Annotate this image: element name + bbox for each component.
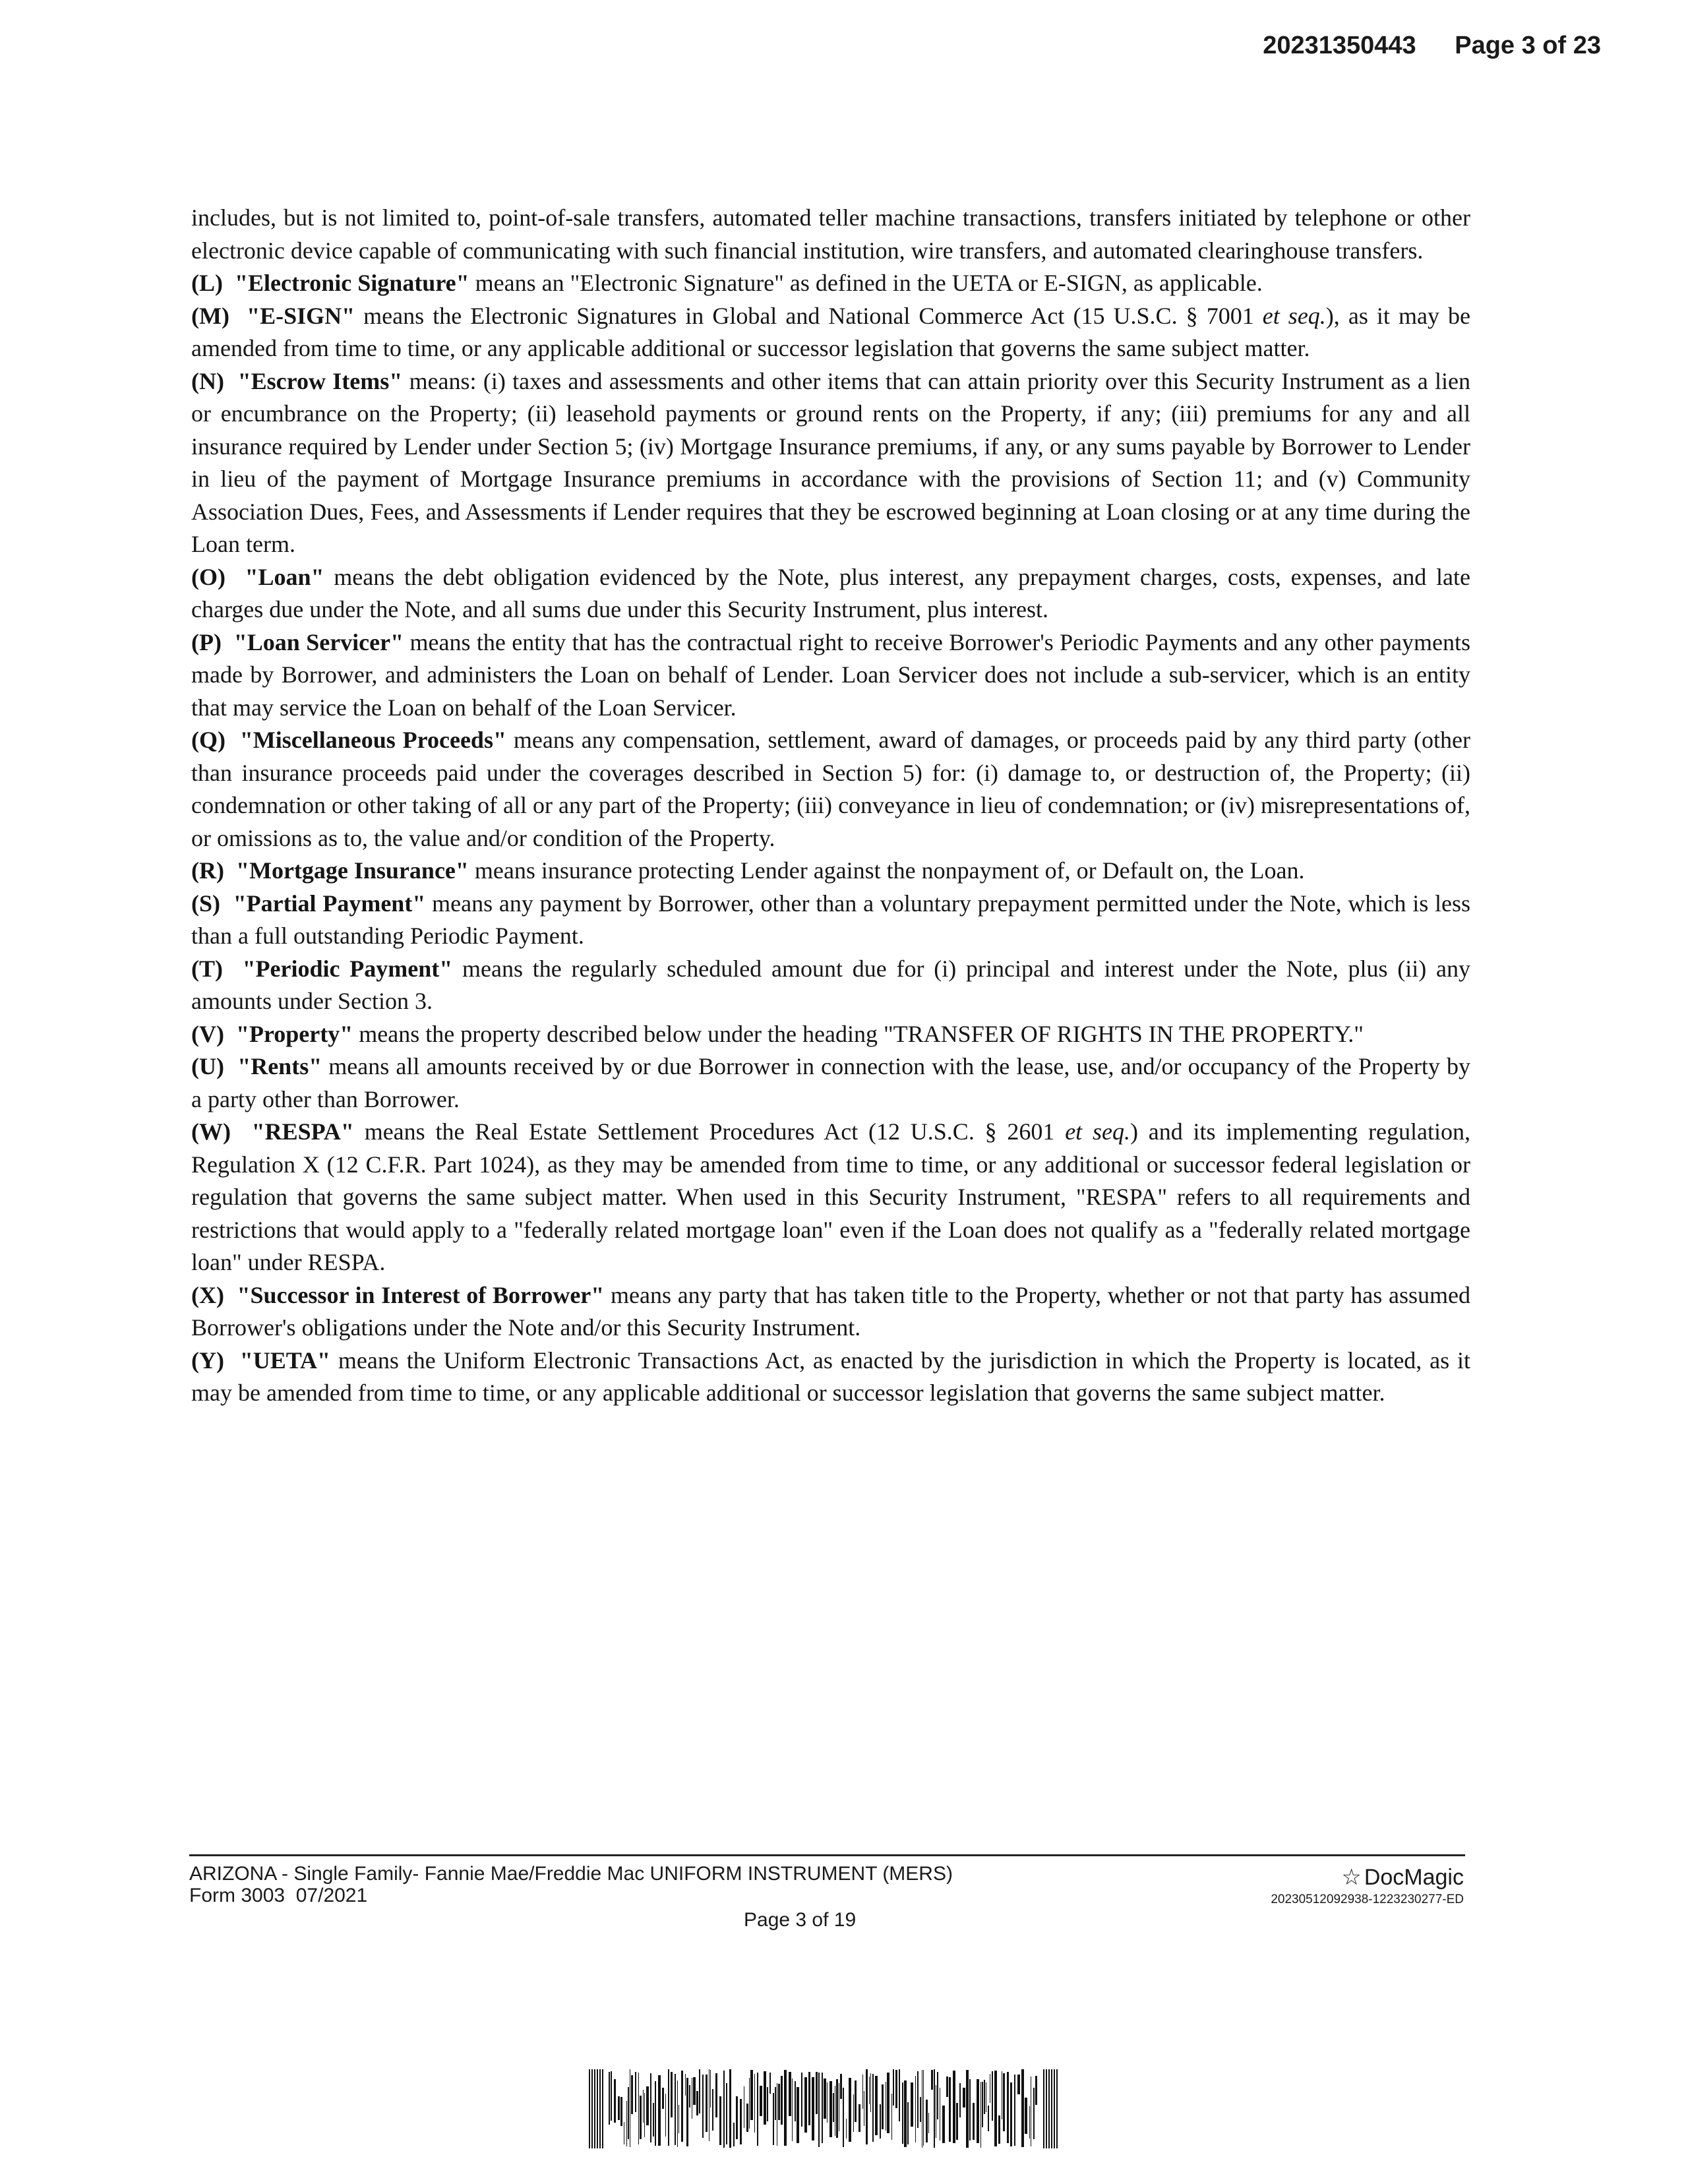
page-header: [1263, 32, 1601, 60]
definition-X: [191, 1279, 1470, 1345]
definition-text: means the debt obligation evidenced by the Note, plus interest, any prepayment charges, costs, expenses, and late charges due under the Note, and all sums due under this Security Instrument, plus interest.: [191, 563, 1470, 622]
definition-M: [191, 300, 1470, 365]
docmagic-logo: [1325, 1864, 1464, 1891]
page-label: Page 3 of 23: [1455, 32, 1601, 59]
definition-text: means an "Electronic Signature" as defined in the UETA or E-SIGN, as applicable.: [469, 270, 1263, 296]
definition-T: [191, 953, 1470, 1018]
definition-text: means any payment by Borrower, other than a voluntary prepayment permitted under the Note, which is less than a full outstanding Periodic Payment.: [191, 890, 1471, 949]
definition-U: [191, 1050, 1470, 1116]
definition-text: means the entity that has the contractual right to receive Borrower's Periodic Payments and any other payments made by Borrower, and administers the Loan on behalf of Lender. Loan Servicer does not include a sub-servicer, which is an entity that may service the Loan on behalf of the Loan Servicer.: [191, 628, 1471, 721]
definition-term: "Electronic Signature": [235, 270, 469, 296]
definition-V: [191, 1018, 1470, 1051]
intro-paragraph: includes, but is not limited to, point-of-sale transfers, automated teller machine transactions, transfers initiated by telephone or other electronic device capable of communicating with such financial institution, wire transfers, and automated clearinghouse transfers.: [191, 204, 1470, 264]
form-title: ARIZONA - Single Family- Fannie Mae/Freddie Mac UNIFORM INSTRUMENT (MERS): [189, 1863, 953, 1885]
barcode-image: [589, 2069, 1059, 2148]
definition-L: [191, 267, 1470, 300]
definition-Y: [191, 1345, 1470, 1410]
definition-W: [191, 1116, 1470, 1279]
definition-term: "Partial Payment": [233, 890, 426, 917]
definition-text: means any party that has taken title to the Property, whether or not that party has assumed Borrower's obligations under the Note and/or this Security Instrument.: [191, 1281, 1471, 1341]
definition-letter: (M): [191, 302, 229, 329]
definition-term: "Mortgage Insurance": [235, 857, 469, 884]
definition-text: means the regularly scheduled amount due for (i) principal and interest under the Note, plus (ii) any amounts under Section 3.: [191, 955, 1470, 1014]
definition-letter: (V): [191, 1020, 224, 1047]
definition-term: "UETA": [239, 1347, 331, 1374]
recording-number: 20231350443: [1263, 32, 1416, 59]
definition-letter: (W): [191, 1118, 231, 1145]
definition-term: "Escrow Items": [237, 367, 403, 394]
footer-page-number: Page 3 of 19: [744, 1909, 857, 1931]
definition-text: means: (i) taxes and assessments and other items that can attain priority over this Security Instrument as a lien or encumbrance on the Property; (ii) leasehold payments or ground rents on the Property, if any; (iii) premiums for any and all insurance required by Lender under Section 5; (iv) Mortgage Insurance premiums, if any, or any sums payable by Borrower to Lender in lieu of the payment of Mortgage Insurance premiums in accordance with the provisions of Section 11; and (v) Community Association Dues, Fees, and Assessments if Lender requires that they be escrowed beginning at Loan closing or at any time during the Loan term.: [191, 367, 1470, 557]
definition-P: [191, 626, 1470, 725]
definition-letter: (N): [191, 367, 224, 394]
definition-letter: (U): [191, 1053, 224, 1079]
definition-S: [191, 888, 1470, 953]
definition-term: "Property": [235, 1020, 353, 1047]
definition-letter: (T): [191, 955, 223, 982]
definition-term: "Miscellaneous Proceeds": [239, 727, 506, 753]
definition-text: means the Electronic Signatures in Global and National Commerce Act (15 U.S.C. § 7001: [355, 302, 1263, 329]
definition-R: [191, 855, 1470, 888]
definition-text-continued: ), as it may be amended from time to time, or any applicable additional or successor legislation that governs the same subject matter.: [191, 302, 1470, 361]
definition-text: means insurance protecting Lender against the nonpayment of, or Default on, the Loan.: [468, 857, 1305, 884]
definition-term: "Periodic Payment": [242, 955, 453, 982]
definition-text: means the Real Estate Settlement Procedures Act (12 U.S.C. § 2601: [353, 1118, 1066, 1145]
definition-term: "Loan": [245, 563, 324, 590]
definition-letter: (Q): [191, 727, 226, 753]
definition-term: "E-SIGN": [247, 302, 355, 329]
definition-letter: (X): [191, 1281, 224, 1308]
definition-letter: (S): [191, 890, 220, 917]
definition-text-continued: ) and its implementing regulation, Regulation X (12 C.F.R. Part 1024), as they may be amended from time to time, or any additional or successor federal legislation or regulation that governs the same subject matter. When used in this Security Instrument, "RESPA" refers to all requirements and restrictions that would apply to a "federally related mortgage loan" even if the Loan does not qualify as a "federally related mortgage loan" under RESPA.: [191, 1118, 1471, 1275]
definition-Q: [191, 724, 1470, 855]
definition-italic: et seq.: [1065, 1118, 1130, 1145]
definition-letter: (Y): [191, 1347, 224, 1374]
star-outline-icon: ☆: [1341, 1865, 1362, 1890]
definition-letter: (P): [191, 628, 222, 655]
definition-text: means any compensation, settlement, award of damages, or proceeds paid by any third party (other than insurance proceeds paid under the coverages described in Section 5) for: (i) damage to, or destruction of, the Property; (ii) condemnation or other taking of all or any part of the Property; (iii) conveyance in lieu of condemnation; or (iv) misrepresentations of, or omissions as to, the value and/or condition of the Property.: [191, 727, 1471, 851]
definition-N: [191, 365, 1470, 561]
form-number: Form 3003 07/2021: [189, 1885, 368, 1906]
definition-O: [191, 561, 1470, 626]
definition-term: "Rents": [237, 1053, 322, 1079]
document-body: [191, 202, 1470, 1410]
definition-term: "RESPA": [251, 1118, 354, 1145]
definition-letter: (L): [191, 270, 223, 296]
brand-name: DocMagic: [1364, 1865, 1464, 1890]
document-id: 20230512092938-1223230277-ED: [1271, 1893, 1464, 1906]
definition-italic: et seq.: [1262, 302, 1326, 329]
definition-letter: (R): [191, 857, 224, 884]
footer-divider: [189, 1854, 1465, 1856]
definition-text: means the Uniform Electronic Transactions Act, as enacted by the jurisdiction in which the Property is located, as it may be amended from time to time, or any applicable additional or successor legislation that governs the same subject matter.: [191, 1347, 1471, 1406]
definition-text: means all amounts received by or due Borrower in connection with the lease, use, and/or occupancy of the Property by a party other than Borrower.: [191, 1053, 1470, 1112]
definition-text: means the property described below under the heading "TRANSFER OF RIGHTS IN THE PROPERTY.": [353, 1020, 1364, 1047]
form-identifier: [189, 1863, 953, 1906]
definition-term: "Successor in Interest of Borrower": [237, 1281, 605, 1308]
definition-letter: (O): [191, 563, 226, 590]
definition-term: "Loan Servicer": [233, 628, 404, 655]
